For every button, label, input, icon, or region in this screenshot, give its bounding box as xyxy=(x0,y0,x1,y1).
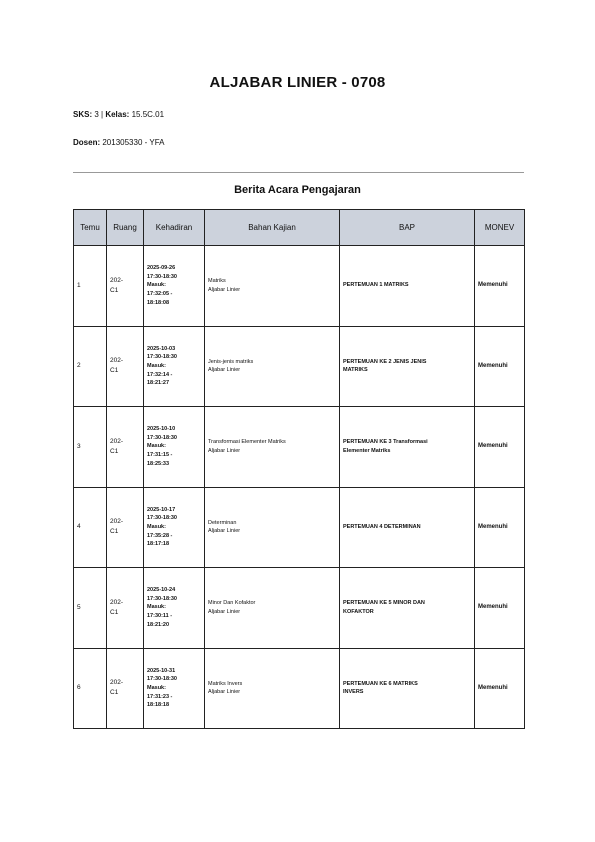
kehadiran-line: 17:30-18:30 xyxy=(147,595,177,602)
bap-line: INVERS xyxy=(343,689,364,696)
course-meta xyxy=(73,110,164,119)
kehadiran-line: 18:18:18 xyxy=(147,702,170,709)
kehadiran-line: 18:25:33 xyxy=(147,460,170,467)
bahan-line: Aljabar Linier xyxy=(208,367,241,374)
kehadiran-line: 2025-10-31 xyxy=(147,667,176,674)
table-row xyxy=(74,487,525,568)
bahan-line: Aljabar Linier xyxy=(208,447,241,454)
kehadiran-line: Masuk: xyxy=(147,523,166,530)
cell-temu: 4 xyxy=(74,487,107,568)
dosen-label: Dosen: xyxy=(73,138,101,147)
ruang-line: 202- xyxy=(110,357,124,365)
bap-line: MATRIKS xyxy=(343,367,368,374)
header-ruang: Ruang xyxy=(107,210,144,246)
cell-monev: Memenuhi xyxy=(475,407,525,488)
kehadiran-line: 17:32:05 - xyxy=(147,291,173,297)
bahan-line: Determinan xyxy=(208,519,237,526)
kehadiran-line: 18:21:20 xyxy=(147,621,170,628)
cell-ruang xyxy=(107,246,144,327)
kehadiran-line: 18:17:18 xyxy=(147,541,170,548)
kehadiran-line: 2025-10-17 xyxy=(147,506,176,513)
kehadiran-line: 2025-10-03 xyxy=(147,345,176,352)
kehadiran-line: 2025-10-24 xyxy=(147,587,176,594)
kehadiran-line: 2025-09-26 xyxy=(147,265,176,272)
ruang-line: C1 xyxy=(110,528,119,536)
cell-ruang xyxy=(107,326,144,407)
document-title: ALJABAR LINIER - 0708 xyxy=(209,74,386,91)
ruang-line: 202- xyxy=(110,437,124,445)
cell-bahan-kajian xyxy=(205,648,340,729)
kehadiran-line: 17:32:14 - xyxy=(147,371,173,378)
kehadiran-line: 17:35:28 - xyxy=(147,532,173,539)
cell-bap xyxy=(340,487,475,568)
cell-monev: Memenuhi xyxy=(475,648,525,729)
cell-bap xyxy=(340,326,475,407)
header-temu: Temu xyxy=(74,210,107,246)
section-title: Berita Acara Pengajaran xyxy=(234,184,361,196)
cell-kehadiran xyxy=(144,648,205,729)
header-kehadiran: Kehadiran xyxy=(144,210,205,246)
cell-temu: 5 xyxy=(74,568,107,649)
cell-bap xyxy=(340,246,475,327)
table-row xyxy=(74,246,525,327)
ruang-line: 202- xyxy=(110,518,124,526)
dosen-value: 201305330 - YFA xyxy=(100,138,165,147)
cell-temu: 6 xyxy=(74,648,107,729)
bahan-line: Aljabar Linier xyxy=(208,608,241,615)
bahan-line: Jenis-jenis matriks xyxy=(208,358,254,365)
cell-temu: 2 xyxy=(74,326,107,407)
kehadiran-line: 17:30-18:30 xyxy=(147,434,177,441)
cell-bahan-kajian xyxy=(205,407,340,488)
cell-temu: 3 xyxy=(74,407,107,488)
kehadiran-line: 2025-10-10 xyxy=(147,426,176,433)
ruang-line: C1 xyxy=(110,447,119,455)
kehadiran-line: Masuk: xyxy=(147,684,166,691)
sks-label: SKS: xyxy=(73,110,93,119)
ruang-line: C1 xyxy=(110,689,119,697)
kehadiran-line: Masuk: xyxy=(147,443,166,450)
ruang-line: 202- xyxy=(110,598,124,606)
bap-line: PERTEMUAN KE 2 JENIS JENIS xyxy=(343,358,427,365)
kehadiran-line: Masuk: xyxy=(147,362,166,369)
bap-line: PERTEMUAN 1 MATRIKS xyxy=(343,282,409,289)
cell-monev: Memenuhi xyxy=(475,326,525,407)
ruang-line: C1 xyxy=(110,367,119,375)
cell-bap xyxy=(340,407,475,488)
bap-line: KOFAKTOR xyxy=(343,608,374,615)
cell-bahan-kajian xyxy=(205,568,340,649)
cell-monev: Memenuhi xyxy=(475,246,525,327)
bap-table xyxy=(73,209,525,729)
ruang-line: C1 xyxy=(110,608,119,616)
kehadiran-line: 17:31:23 - xyxy=(147,693,173,700)
cell-ruang xyxy=(107,487,144,568)
cell-bahan-kajian xyxy=(205,246,340,327)
cell-temu: 1 xyxy=(74,246,107,327)
cell-ruang xyxy=(107,407,144,488)
cell-bahan-kajian xyxy=(205,326,340,407)
kehadiran-line: 17:30-18:30 xyxy=(147,515,177,522)
kelas-value: 15.5C.01 xyxy=(129,110,165,119)
ruang-line: 202- xyxy=(110,276,124,284)
table-row xyxy=(74,326,525,407)
bahan-line: Aljabar Linier xyxy=(208,528,241,535)
bap-line: PERTEMUAN KE 6 MATRIKS xyxy=(343,680,418,687)
kelas-label: Kelas: xyxy=(105,110,130,119)
kehadiran-line: 17:30-18:30 xyxy=(147,676,177,683)
kehadiran-line: 17:30-18:30 xyxy=(147,273,177,280)
bap-line: PERTEMUAN KE 3 Transformasi xyxy=(343,439,428,446)
divider xyxy=(73,172,524,173)
kehadiran-line: 17:30-18:30 xyxy=(147,354,177,361)
kehadiran-line: Masuk: xyxy=(147,282,166,289)
kehadiran-line: 17:30:11 - xyxy=(147,613,173,619)
bahan-line: Aljabar Linier xyxy=(208,286,241,293)
bahan-line: Matriks xyxy=(208,278,226,285)
cell-monev: Memenuhi xyxy=(475,487,525,568)
kehadiran-line: 18:18:08 xyxy=(147,299,170,306)
kehadiran-line: 17:31:15 - xyxy=(147,452,173,458)
ruang-line: 202- xyxy=(110,679,124,687)
ruang-line: C1 xyxy=(110,286,119,294)
cell-monev: Memenuhi xyxy=(475,568,525,649)
bahan-line: Aljabar Linier xyxy=(208,689,241,696)
cell-kehadiran xyxy=(144,407,205,488)
cell-kehadiran xyxy=(144,246,205,327)
bahan-line: Transformasi Elementer Matriks xyxy=(208,439,286,446)
kehadiran-line: 18:21:27 xyxy=(147,380,170,387)
cell-kehadiran xyxy=(144,326,205,407)
kehadiran-line: Masuk: xyxy=(147,604,166,611)
cell-ruang xyxy=(107,568,144,649)
lecturer-meta xyxy=(73,138,164,147)
bahan-line: Minor Dan Kofaktor xyxy=(208,600,256,607)
table-row xyxy=(74,568,525,649)
cell-bap xyxy=(340,568,475,649)
cell-kehadiran xyxy=(144,568,205,649)
header-monev: MONEV xyxy=(475,210,525,246)
bap-line: PERTEMUAN KE 5 MINOR DAN xyxy=(343,600,425,607)
cell-bahan-kajian xyxy=(205,487,340,568)
table-row xyxy=(74,648,525,729)
sks-value: 3 | xyxy=(92,110,106,119)
cell-ruang xyxy=(107,648,144,729)
cell-bap xyxy=(340,648,475,729)
table-body xyxy=(74,246,525,729)
bahan-line: Matriks Invers xyxy=(208,680,243,687)
header-bahan-kajian: Bahan Kajian xyxy=(205,210,340,246)
cell-kehadiran xyxy=(144,487,205,568)
table-row xyxy=(74,407,525,488)
header-bap: BAP xyxy=(340,210,475,246)
bap-line: Elementer Matriks xyxy=(343,447,391,454)
table-header-row xyxy=(74,210,525,246)
bap-line: PERTEMUAN 4 DETERMINAN xyxy=(343,523,421,530)
